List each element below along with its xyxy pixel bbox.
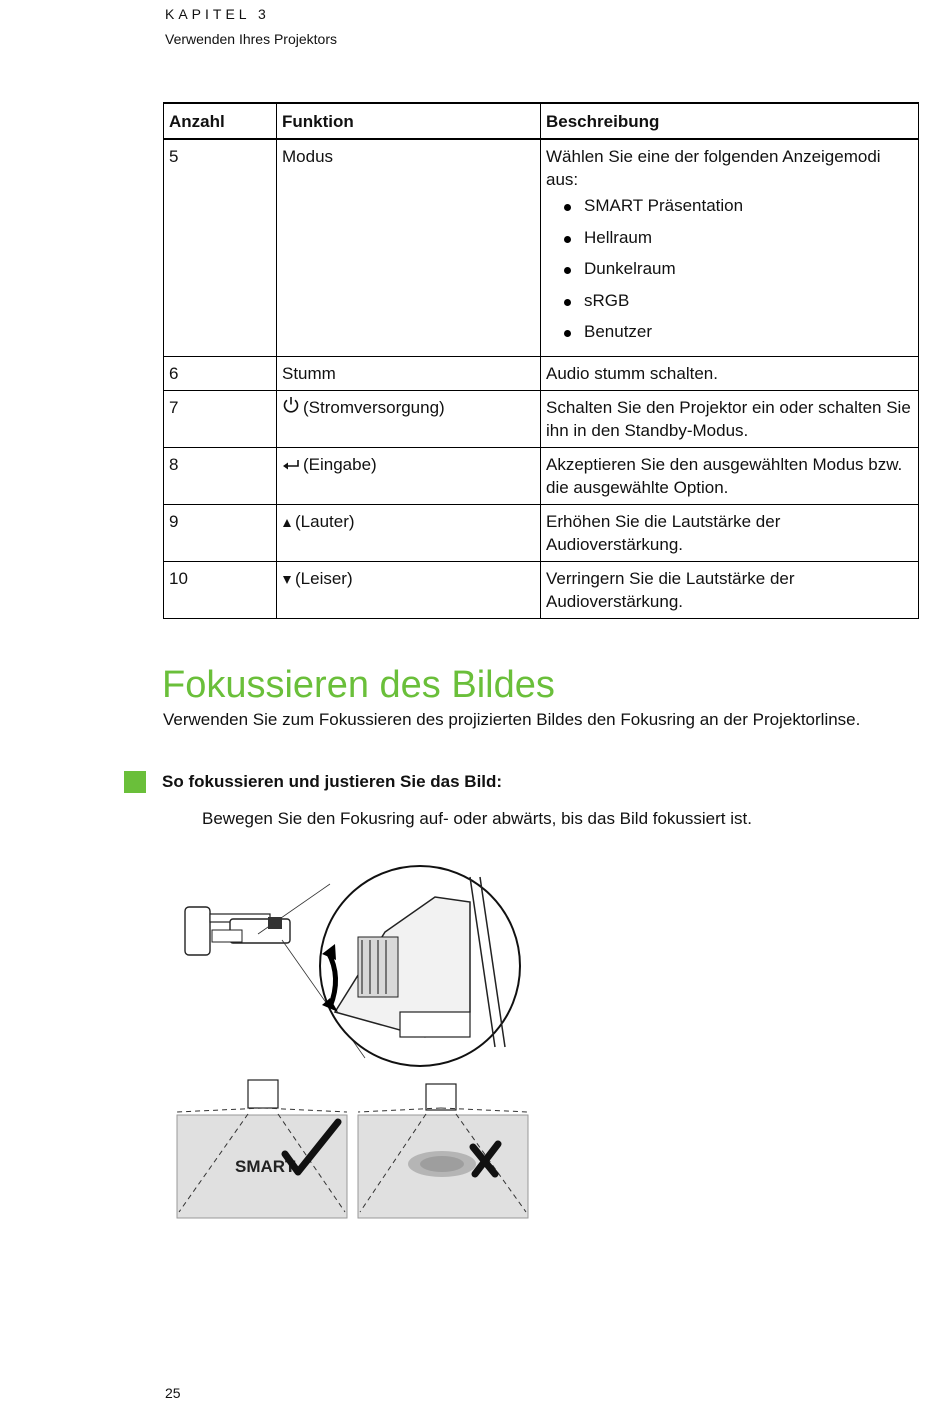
row-description: Akzeptieren Sie den ausgewählten Modus bzw. die ausgewählte Option. <box>541 447 919 504</box>
focus-illustration <box>170 862 540 1227</box>
row-function-label: (Leiser) <box>295 568 353 588</box>
row-function-label: (Lauter) <box>295 511 355 531</box>
column-header-function: Funktion <box>277 103 541 139</box>
mode-list-item: Hellraum <box>546 225 913 257</box>
row-function-label: (Eingabe) <box>303 454 377 474</box>
row-number: 6 <box>164 356 277 390</box>
row-number: 10 <box>164 561 277 618</box>
mode-list-item: SMART Präsentation <box>546 193 913 225</box>
table-row <box>164 356 919 390</box>
section-title: Fokussieren des Bildes <box>162 664 555 706</box>
row-function <box>277 447 541 504</box>
procedure-title: So fokussieren und justieren Sie das Bild: <box>162 772 503 791</box>
page-number: 25 <box>165 1385 181 1401</box>
row-number: 8 <box>164 447 277 504</box>
row-function <box>277 390 541 447</box>
row-function-label: (Stromversorgung) <box>303 397 445 417</box>
function-table <box>163 102 919 619</box>
column-header-description: Beschreibung <box>541 103 919 139</box>
section-intro: Verwenden Sie zum Fokussieren des projizierten Bildes den Fokusring an der Projektorlinse. <box>163 710 861 729</box>
row-description: Erhöhen Sie die Lautstärke der Audioverstärkung. <box>541 504 919 561</box>
column-header-number: Anzahl <box>164 103 277 139</box>
row-description-text: Wählen Sie eine der folgenden Anzeigemodi aus: <box>546 147 881 189</box>
row-function: Stumm <box>277 356 541 390</box>
table-row <box>164 561 919 618</box>
power-icon <box>282 396 300 420</box>
chapter-subtitle: Verwenden Ihres Projektors <box>165 31 337 47</box>
row-number: 7 <box>164 390 277 447</box>
mode-list-item: Dunkelraum <box>546 256 913 288</box>
chapter-label: KAPITEL 3 <box>165 6 270 22</box>
row-description: Verringern Sie die Lautstärke der Audioverstärkung. <box>541 561 919 618</box>
table-header-row <box>164 103 919 139</box>
table-row <box>164 447 919 504</box>
row-description: Audio stumm schalten. <box>541 356 919 390</box>
row-function <box>277 561 541 618</box>
smart-logo: SMART. <box>235 1157 299 1176</box>
table-row <box>164 504 919 561</box>
focused-projection-illustration <box>177 1080 347 1218</box>
row-function: Modus <box>277 139 541 356</box>
mode-list-item: Benutzer <box>546 319 913 351</box>
row-description: Schalten Sie den Projektor ein oder schalten Sie ihn in den Standby-Modus. <box>541 390 919 447</box>
projector-mount-illustration <box>185 907 290 955</box>
row-description <box>541 139 919 356</box>
mode-list <box>546 193 913 351</box>
procedure-marker-icon <box>124 771 146 793</box>
procedure-step: Bewegen Sie den Fokusring auf- oder abwärts, bis das Bild fokussiert ist. <box>202 809 752 828</box>
lens-closeup-illustration <box>320 866 520 1066</box>
triangle-up-icon <box>282 511 292 534</box>
row-function <box>277 504 541 561</box>
table-row <box>164 390 919 447</box>
row-number: 9 <box>164 504 277 561</box>
blurred-projection-illustration <box>358 1084 528 1218</box>
row-number: 5 <box>164 139 277 356</box>
triangle-down-icon <box>282 568 292 591</box>
table-row <box>164 139 919 356</box>
mode-list-item: sRGB <box>546 288 913 320</box>
enter-icon <box>282 454 300 477</box>
